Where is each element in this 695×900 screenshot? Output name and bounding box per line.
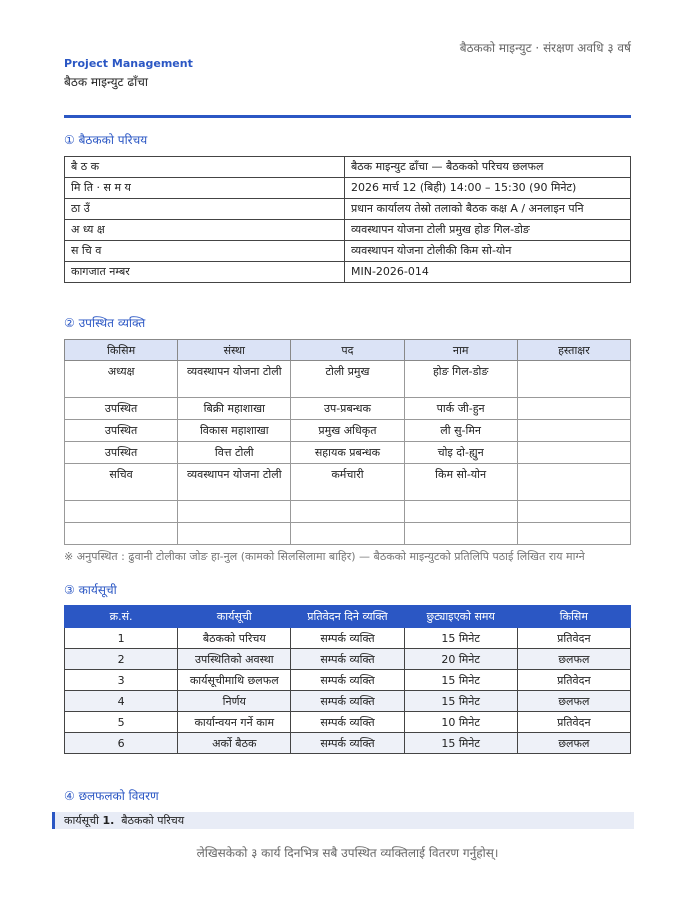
table-row: [65, 628, 631, 649]
section-heading-intro: ① बैठकको परिचय: [64, 133, 148, 147]
cell: निर्णय: [178, 691, 291, 712]
col-header: प्रतिवेदन दिने व्यक्ति: [291, 606, 404, 628]
cell: [291, 523, 404, 545]
table-row: [65, 501, 631, 523]
cell: कार्यसूचीमाथि छलफल: [178, 670, 291, 691]
cell: [178, 523, 291, 545]
info-row: [65, 262, 631, 283]
info-value: बैठक माइन्युट ढाँचा — बैठकको परिचय छलफल: [345, 157, 631, 178]
cell: छलफल: [517, 691, 630, 712]
table-row: [65, 464, 631, 501]
cell: उपस्थितिको अवस्था: [178, 649, 291, 670]
table-row: [65, 712, 631, 733]
cell: सहायक प्रबन्धक: [291, 442, 404, 464]
cell: सम्पर्क व्यक्ति: [291, 628, 404, 649]
meeting-info-table: [64, 156, 631, 283]
col-header: हस्ताक्षर: [517, 340, 630, 361]
agenda-item-prefix: कार्यसूची: [64, 814, 99, 827]
cell: सम्पर्क व्यक्ति: [291, 691, 404, 712]
info-value: व्यवस्थापन योजना टोलीकी किम सो-योन: [345, 241, 631, 262]
signature-cell[interactable]: [517, 523, 630, 545]
cell: [404, 523, 517, 545]
cell: छलफल: [517, 649, 630, 670]
cell: सचिव: [65, 464, 178, 501]
section-heading-agenda: ③ कार्यसूची: [64, 583, 117, 597]
absence-note: ※ अनुपस्थित : ढुवानी टोलीका जोङ हा-नुल (कामको सिलसिलामा बाहिर) — बैठकको माइन्युटको प्रतिलिपि पठाई लिखित राय माग्ने: [64, 550, 585, 563]
cell: 20 मिनेट: [404, 649, 517, 670]
cell: सम्पर्क व्यक्ति: [291, 649, 404, 670]
agenda-item-title: बैठकको परिचय: [121, 814, 185, 827]
section-heading-attendees: ② उपस्थित व्यक्ति: [64, 316, 146, 330]
col-header: क्र.सं.: [65, 606, 178, 628]
agenda-table: [64, 605, 631, 754]
info-key: स चि व: [65, 241, 345, 262]
document-title: बैठक माइन्युट ढाँचा: [64, 75, 148, 89]
cell: उपस्थित: [65, 442, 178, 464]
table-row: [65, 420, 631, 442]
signature-cell[interactable]: [517, 442, 630, 464]
cell: बिक्री महाशाखा: [178, 398, 291, 420]
cell: उप-प्रबन्धक: [291, 398, 404, 420]
cell: [291, 501, 404, 523]
info-row: [65, 178, 631, 199]
cell: सम्पर्क व्यक्ति: [291, 712, 404, 733]
info-key: मि ति · स म य: [65, 178, 345, 199]
info-value: व्यवस्थापन योजना टोली प्रमुख होङ गिल-डोङ: [345, 220, 631, 241]
cell: प्रतिवेदन: [517, 628, 630, 649]
cell: किम सो-योन: [404, 464, 517, 501]
attendees-header-row: [65, 340, 631, 361]
col-header: किसिम: [65, 340, 178, 361]
cell: विकास महाशाखा: [178, 420, 291, 442]
info-value: MIN-2026-014: [345, 262, 631, 283]
table-row: [65, 442, 631, 464]
table-row: [65, 670, 631, 691]
header-divider: [64, 115, 631, 118]
table-row: [65, 649, 631, 670]
cell: व्यवस्थापन योजना टोली: [178, 361, 291, 398]
cell: प्रतिवेदन: [517, 670, 630, 691]
cell: 5: [65, 712, 178, 733]
table-row: [65, 691, 631, 712]
cell: छलफल: [517, 733, 630, 754]
agenda-item-number: 1.: [102, 814, 115, 827]
table-row: [65, 398, 631, 420]
info-key: कागजात नम्बर: [65, 262, 345, 283]
col-header: कार्यसूची: [178, 606, 291, 628]
col-header: संस्था: [178, 340, 291, 361]
agenda-header-row: [65, 606, 631, 628]
signature-cell[interactable]: [517, 420, 630, 442]
signature-cell[interactable]: [517, 501, 630, 523]
info-key: अ ध्य क्ष: [65, 220, 345, 241]
signature-cell[interactable]: [517, 361, 630, 398]
cell: कार्यान्वयन गर्ने काम: [178, 712, 291, 733]
cell: 6: [65, 733, 178, 754]
cell: बैठकको परिचय: [178, 628, 291, 649]
cell: पार्क जी-हुन: [404, 398, 517, 420]
cell: [65, 523, 178, 545]
table-row: [65, 523, 631, 545]
cell: व्यवस्थापन योजना टोली: [178, 464, 291, 501]
cell: टोली प्रमुख: [291, 361, 404, 398]
signature-cell[interactable]: [517, 398, 630, 420]
info-value: प्रधान कार्यालय तेस्रो तलाको बैठक कक्ष A / अनलाइन पनि: [345, 199, 631, 220]
col-header: किसिम: [517, 606, 630, 628]
cell: ली सु-मिन: [404, 420, 517, 442]
col-header: छुट्याइएको समय: [404, 606, 517, 628]
cell: [178, 501, 291, 523]
cell: चोइ दो-ह्युन: [404, 442, 517, 464]
cell: अर्को बैठक: [178, 733, 291, 754]
cell: प्रतिवेदन: [517, 712, 630, 733]
info-value: 2026 मार्च 12 (बिही) 14:00 – 15:30 (90 मिनेट): [345, 178, 631, 199]
cell: प्रमुख अधिकृत: [291, 420, 404, 442]
info-row: [65, 199, 631, 220]
cell: 15 मिनेट: [404, 691, 517, 712]
info-row: [65, 157, 631, 178]
distribution-footer: लेखिसकेको ३ कार्य दिनभित्र सबै उपस्थित व्यक्तिलाई वितरण गर्नुहोस्।: [196, 846, 499, 860]
cell: 4: [65, 691, 178, 712]
info-row: [65, 241, 631, 262]
col-header: नाम: [404, 340, 517, 361]
table-row: [65, 733, 631, 754]
cell: होङ गिल-डोङ: [404, 361, 517, 398]
cell: अध्यक्ष: [65, 361, 178, 398]
cell: उपस्थित: [65, 398, 178, 420]
attendees-table: [64, 339, 631, 545]
cell: 1: [65, 628, 178, 649]
retention-note: बैठकको माइन्युट · संरक्षण अवधि ३ वर्ष: [459, 41, 631, 55]
cell: उपस्थित: [65, 420, 178, 442]
agenda-item-heading: [64, 813, 184, 828]
cell: सम्पर्क व्यक्ति: [291, 670, 404, 691]
cell: सम्पर्क व्यक्ति: [291, 733, 404, 754]
info-key: बै ठ क: [65, 157, 345, 178]
project-label: Project Management: [64, 57, 193, 70]
section-heading-discussion: ④ छलफलको विवरण: [64, 789, 159, 803]
cell: कर्मचारी: [291, 464, 404, 501]
cell: 15 मिनेट: [404, 733, 517, 754]
info-key: ठा उँ: [65, 199, 345, 220]
cell: 2: [65, 649, 178, 670]
cell: वित्त टोली: [178, 442, 291, 464]
info-row: [65, 220, 631, 241]
col-header: पद: [291, 340, 404, 361]
cell: [404, 501, 517, 523]
cell: 15 मिनेट: [404, 628, 517, 649]
cell: [65, 501, 178, 523]
cell: 3: [65, 670, 178, 691]
cell: 15 मिनेट: [404, 670, 517, 691]
signature-cell[interactable]: [517, 464, 630, 501]
table-row: [65, 361, 631, 398]
cell: 10 मिनेट: [404, 712, 517, 733]
